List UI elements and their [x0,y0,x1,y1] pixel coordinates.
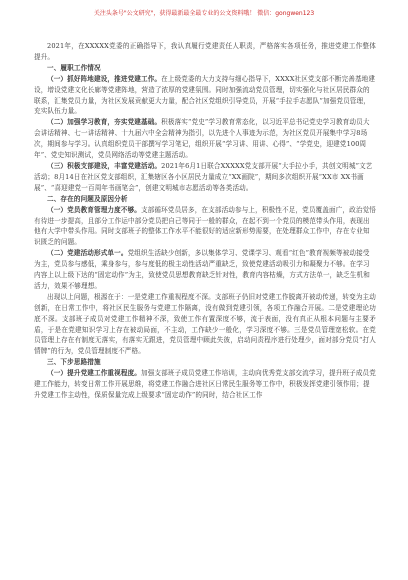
document-body [34,41,376,401]
subsection-title: （一）抓好阵地建设，推进党建工作。 [47,74,162,83]
subsection-title: （二）党建活动形式单一。 [47,249,128,258]
section-heading: 一、履职工作情况 [47,63,101,72]
subsection-body: 支部循环党员居多，在支部活动参与上，积极性不足，党员覆盖面广，政治觉悟有待进一步提高，且部分工作运中部分党员把自己等同于一般的群众，在起不到一个党员的模范带头作用，表现出他有大学中带头作用。同时支部班子的整体工作水平不能很好的适应新形势需要，在处理群众工作中，存在专业知识匮乏的问题。 [34,205,376,247]
subsection-paragraph [34,74,376,118]
section-heading: 三、下步思路措施 [47,358,101,367]
subsection-paragraph [34,368,376,401]
body-paragraph: 出现以上问题，根源在于：一是党建工作重视程度不深。支部班子仍旧对党建工作脱离开被动传递，转变为主动创新，在日常工作中，将社区民生服务与党建工作隔离，没有做到党建引领，各项工作融合开展。二是党建理论功底不深。支部班子成员对党建工作精神不深，致使工作有置深度不够，流于表面，没有真正从根本问题与主要矛盾，于是在党建知识学习上存在被动局面，不主动，工作缺少一般化，学习深度不够。三是党员管理宽松软。在党员管理上存在有制度无落实，有落实无跟进，党员管理中顾此失彼，启动问责程序进行处理少，面对部分党员“打人情牌”的行为，党员管理制度不严格。 [34,292,376,356]
promo-banner: 关注头条号"公文研究"，获得最新最全最专业的公文资料哦！ 微信：gongwen123 [93,10,315,17]
subsection-body: 在上级党委的大力支持与细心指导下，XXXX社区党支部不断完善基地建设，增设党建文化长廊等党建阵地，营造了浓厚的党建氛围。同时加强流动党员管理，切实强化与社区居民群众的联系，汇集党员力量，为社区发展贡献更大力量，配合社区党组织引导党员，开展“手拉手志愿队”加强党员管理，充实队伍力量。 [34,74,376,116]
subsection-body: 党组织生活缺少创新，多以集体学习、党课学习、观看“红色”教育视频等被动接受为主，党员参与感低，乘身参与，参与度低的极主动性活动严重缺乏，致使党建活动吸引力和凝聚力不够。在学习内容上以上级下达的“固定动作”为主，致使党员思想教育缺乏针对性，教育内容枯燥，方式方法单一，缺乏生机和活力，效果不够理想。 [34,249,370,290]
subsection-title: （二）加强学习教育，夯实党建基础。 [47,118,162,127]
subsection-title: （一）提升党建工作重视程度。 [47,369,141,378]
subsection-paragraph [34,205,376,249]
subsection-paragraph [34,161,376,194]
body-paragraph: 2021年，在XXXXX党委的正确指导下，我认真履行党建责任人职责，严格落实各项任务，推进党建工作整体提升。 [34,42,376,61]
subsection-title: （一）党员教育管理力度不够。 [47,205,141,214]
subsection-paragraph [34,248,376,292]
subsection-body: 加强支部班子成员党建工作培训，主动向优秀党支部交流学习，提升班子成员党建工作能力，转变日常工作开展思维，将党建工作融合进社区日常民生服务等工作中，积极发挥党建引领作用；提升党建工作主动性，保质保量完成上级要求“固定动作”的同时，结合社区工作 [34,369,376,399]
subsection-body: 2021年6月1日联合XXXXX党支部开展“大手拉小手，共创文明城”文艺活动；8月14日在社区党支部组织，汇集辖区各小区居民力量成立“XX画院”，期间多次组织开展“XX市 XX书画展”、“喜迎建党一百周年书画笔会”，创建文明城市志愿活动等各类活动。 [34,161,373,192]
section-heading: 二、存在的问题及原因分析 [47,194,128,203]
subsection-paragraph [34,117,376,161]
subsection-body: 积极落实“党史”学习教育常态化，以习近平总书记党史学习教育动员大会讲话精神、七一讲话精神、十九届六中全会精神为指引，以先进个人事迹为示范，为社区党员开展集中学习8场次，期间参与学习。认真组织党员干部撰写学习笔记，组织开展“学习讲、用讲、心得”、“学党史，迎建党100周年”、党史知识测试，党员网络活动等党建主题活动。 [34,118,370,160]
subsection-title: （三）积极支部建设，丰富党建活动。 [47,161,162,170]
